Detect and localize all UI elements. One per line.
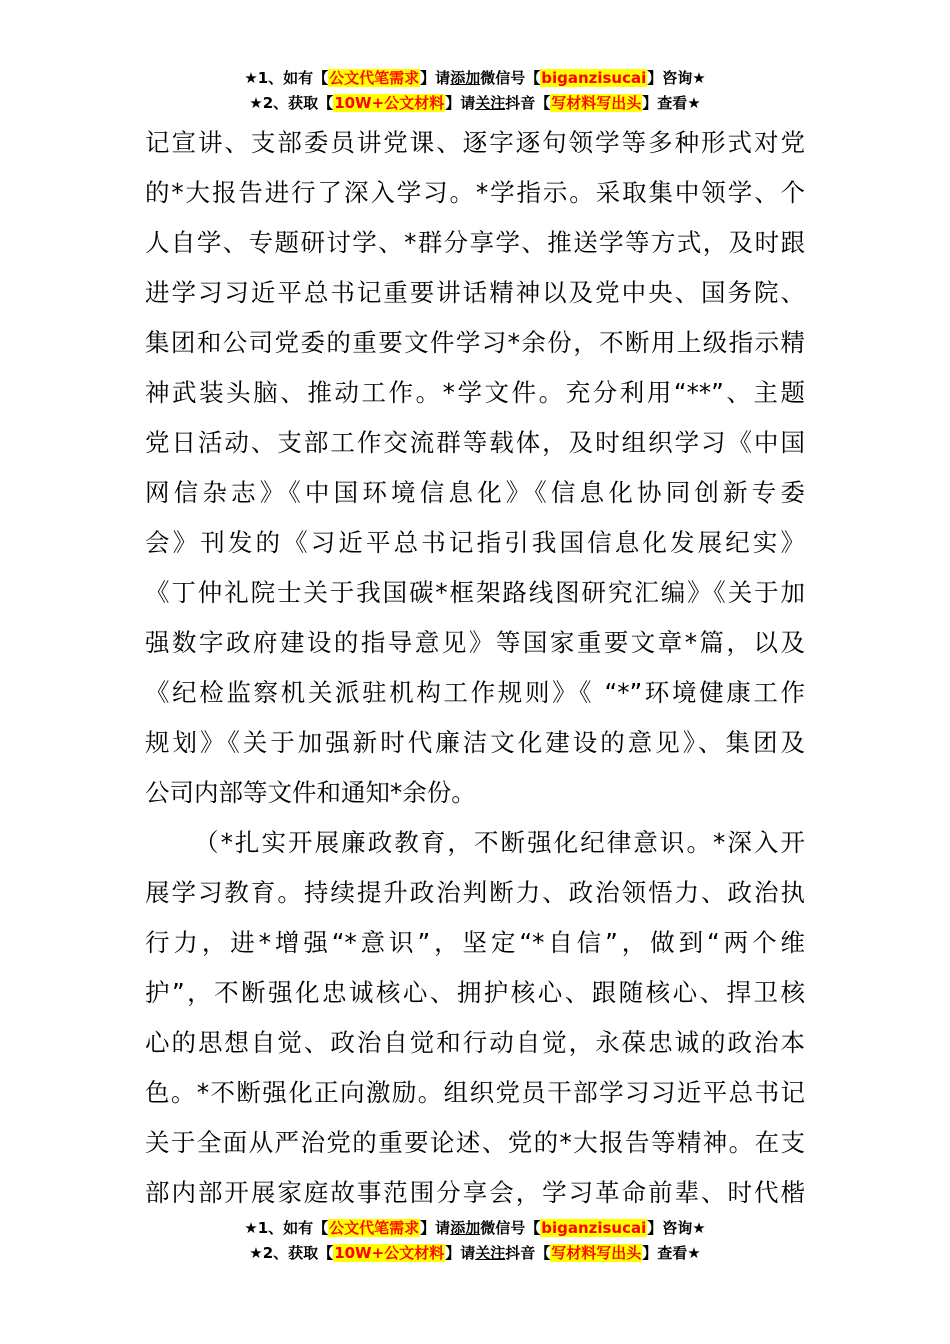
- body-line: 行力，进*增强“*意识”，坚定“*自信”，做到“两个维: [145, 928, 805, 957]
- star-icon: ★: [249, 94, 263, 112]
- body-line: 色。*不断强化正向激励。组织党员干部学习习近平总书记: [145, 1078, 805, 1107]
- wechat-id-highlight: biganzisucai: [541, 69, 647, 87]
- body-line: 《纪检监察机关派驻机构工作规则》《 “*”环境健康工作: [145, 678, 805, 707]
- footer-banner: [0, 1216, 950, 1266]
- body-line: 心的思想自觉、政治自觉和行动自觉，永葆忠诚的政治本: [145, 1028, 805, 1057]
- banner-underlined-text: 添加: [450, 69, 481, 87]
- banner-highlight: 公文代笔需求: [329, 69, 420, 87]
- banner-text: 1、如有【: [257, 1219, 329, 1237]
- banner-line-1: [0, 66, 950, 91]
- document-body: [145, 118, 805, 1218]
- banner-text: 】请: [420, 69, 451, 87]
- body-line: 记宣讲、支部委员讲党课、逐字逐句领学等多种形式对党: [145, 128, 805, 157]
- body-line: 会》刊发的《习近平总书记指引我国信息化发展纪实》: [145, 528, 805, 557]
- banner-line-1: [0, 1216, 950, 1241]
- banner-underlined-text: 关注: [475, 1244, 506, 1262]
- star-icon: ★: [244, 69, 258, 87]
- banner-text: 】查看★: [642, 1244, 701, 1262]
- body-line: 关于全面从严治党的重要论述、党的*大报告等精神。在支: [145, 1128, 805, 1157]
- banner-text: 】请: [445, 94, 476, 112]
- banner-text: 微信号【: [480, 1219, 541, 1237]
- banner-underlined-text: 添加: [450, 1219, 481, 1237]
- body-line: 网信杂志》《中国环境信息化》《信息化协同创新专委: [145, 478, 805, 507]
- banner-line-2: [0, 1241, 950, 1266]
- banner-underlined-text: 关注: [475, 94, 506, 112]
- banner-text: 】请: [420, 1219, 451, 1237]
- body-line: 展学习教育。持续提升政治判断力、政治领悟力、政治执: [145, 878, 805, 907]
- douyin-account-highlight: 写材料写出头: [551, 1244, 642, 1262]
- body-line: 人自学、专题研讨学、*群分享学、推送学等方式，及时跟: [145, 228, 805, 257]
- body-line: 集团和公司党委的重要文件学习*余份，不断用上级指示精: [145, 328, 805, 357]
- banner-highlight: 公文代笔需求: [329, 1219, 420, 1237]
- body-line: 党日活动、支部工作交流群等载体，及时组织学习《中国: [145, 428, 805, 457]
- header-banner: [0, 66, 950, 116]
- banner-text: 抖音【: [505, 94, 551, 112]
- body-line: 护”，不断强化忠诚核心、拥护核心、跟随核心、捍卫核: [145, 978, 805, 1007]
- banner-text: 1、如有【: [257, 69, 329, 87]
- banner-text: 】咨询★: [647, 69, 706, 87]
- banner-text: 】查看★: [642, 94, 701, 112]
- star-icon: ★: [249, 1244, 263, 1262]
- banner-text: 2、获取【: [262, 1244, 334, 1262]
- star-icon: ★: [244, 1219, 258, 1237]
- banner-highlight: 10W+公文材料: [334, 1244, 445, 1262]
- paragraph-start-line: （*扎实开展廉政教育，不断强化纪律意识。*深入开: [194, 828, 805, 857]
- body-line: 部内部开展家庭故事范围分享会，学习革命前辈、时代楷: [145, 1178, 805, 1207]
- banner-text: 】请: [445, 1244, 476, 1262]
- banner-text: 微信号【: [480, 69, 541, 87]
- banner-line-2: [0, 91, 950, 116]
- body-line: 强数字政府建设的指导意见》等国家重要文章*篇，以及: [145, 628, 805, 657]
- banner-text: 】咨询★: [647, 1219, 706, 1237]
- banner-text: 抖音【: [505, 1244, 551, 1262]
- body-line: 公司内部等文件和通知*余份。: [145, 778, 476, 807]
- body-line: 进学习习近平总书记重要讲话精神以及党中央、国务院、: [145, 278, 805, 307]
- body-line: 神武装头脑、推动工作。*学文件。充分利用“**”、主题: [145, 378, 805, 407]
- banner-highlight: 10W+公文材料: [334, 94, 445, 112]
- douyin-account-highlight: 写材料写出头: [551, 94, 642, 112]
- body-line: 《丁仲礼院士关于我国碳*框架路线图研究汇编》《关于加: [145, 578, 805, 607]
- banner-text: 2、获取【: [262, 94, 334, 112]
- body-line: 规划》《关于加强新时代廉洁文化建设的意见》、集团及: [145, 728, 805, 757]
- body-line: 的*大报告进行了深入学习。*学指示。采取集中领学、个: [145, 178, 805, 207]
- wechat-id-highlight: biganzisucai: [541, 1219, 647, 1237]
